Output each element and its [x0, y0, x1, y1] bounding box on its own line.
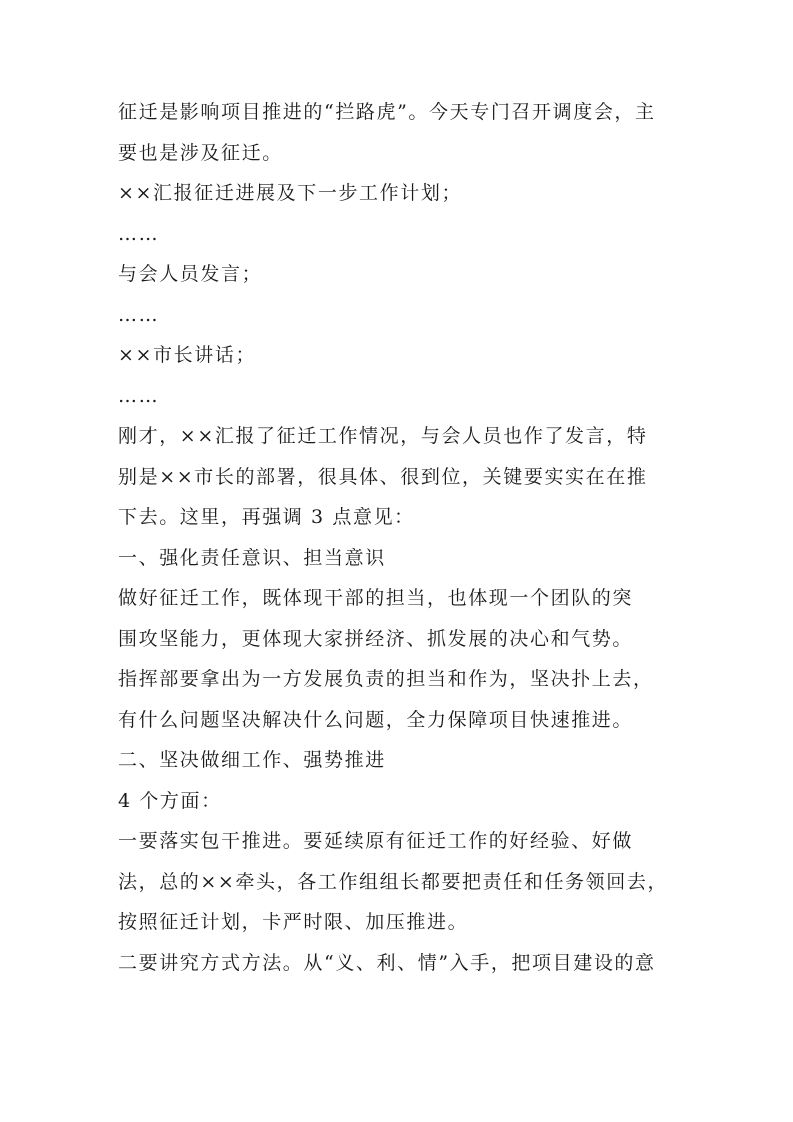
body-line: 有什么问题坚决解决什么问题，全力保障项目快速推进。 — [118, 708, 634, 731]
body-line: 指挥部要拿出为一方发展负责的担当和作为，坚决扑上去， — [118, 668, 654, 690]
section-heading: 一、强化责任意识、担当意识 — [118, 546, 386, 569]
ellipsis-line: …… — [118, 222, 160, 245]
body-line: ××市长讲话； — [118, 344, 257, 366]
body-line: 要也是涉及征迁。 — [118, 141, 283, 164]
body-line: 别是××市长的部署，很具体、很到位，关键要实实在在推 — [118, 465, 648, 488]
document-body — [118, 92, 678, 983]
ellipsis-line: …… — [118, 303, 160, 326]
body-line: 征迁是影响项目推进的“拦路虎”。今天专门召开调度会，主 — [118, 101, 656, 123]
body-line: 一要落实包干推进。要延续原有征迁工作的好经验、好做 — [118, 830, 634, 852]
body-line: 下去。这里，再强调 3 点意见： — [118, 506, 415, 528]
body-line: 二要讲究方式方法。从“义、利、情”入手，把项目建设的意 — [118, 951, 656, 974]
body-line: 与会人员发言； — [118, 263, 263, 285]
body-line: 按照征迁计划，卡严时限、加压推进。 — [118, 911, 469, 933]
ellipsis-line: …… — [118, 384, 160, 407]
body-line: 4 个方面： — [118, 789, 222, 812]
body-line: 刚才，××汇报了征迁工作情况，与会人员也作了发言，特 — [118, 425, 648, 447]
section-heading: 二、坚决做细工作、强势推进 — [118, 749, 386, 771]
body-line: 围攻坚能力，更体现大家拼经济、抓发展的决心和气势。 — [118, 627, 634, 650]
body-line: 法，总的××牵头，各工作组组长都要把责任和任务领回去， — [118, 870, 669, 893]
body-line: ××汇报征迁进展及下一步工作计划； — [118, 182, 463, 204]
body-line: 做好征迁工作，既体现干部的担当，也体现一个团队的突 — [118, 587, 634, 609]
